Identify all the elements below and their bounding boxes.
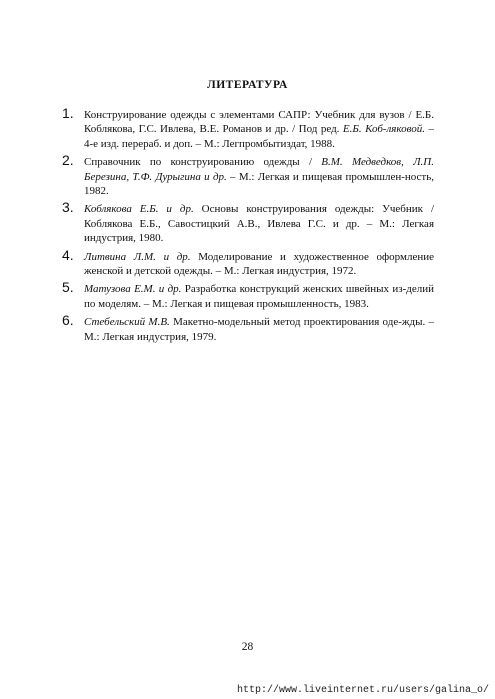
page-title: ЛИТЕРАТУРА — [207, 79, 288, 91]
reference-item — [62, 312, 434, 344]
reference-number: 5. — [62, 279, 74, 296]
reference-author: Матузова Е.М. и др. — [84, 283, 182, 296]
reference-text: Конструирование одежды с элементами САПР: Учебник для вузов / Е.Б. Коблякова, Г.С. Ивлева, В.Е. Романов и др. / Под ред. — [84, 109, 434, 136]
reference-number: 4. — [62, 246, 74, 263]
reference-author: В.М. Медведков, Л.П. Березина, Т.Ф. Дурыгина и др. — [84, 156, 434, 183]
reference-author: Е.Б. Коб-ляковой. — [342, 123, 426, 136]
reference-item — [62, 105, 434, 151]
reference-text: Моделирование и художественное оформление женской и детской одежды. – М.: Легкая индустрия, 1972. — [84, 250, 435, 278]
source-url: http://www.liveinternet.ru/users/galina_o/ — [236, 685, 489, 696]
reference-number: 2. — [62, 152, 74, 169]
reference-text: Макетно-модельный метод проектирования оде-жды. – М.: Легкая индустрия, 1979. — [84, 316, 434, 343]
reference-text: Разработка конструкций женских швейных из-делий по моделям. – М.: Легкая и пищевая промышленность, 1983. — [84, 283, 434, 310]
page-number: 28 — [241, 641, 254, 653]
reference-author: Коблякова Е.Б. и др. — [84, 203, 194, 216]
reference-text: Основы конструирования одежды: Учебник / Коблякова Е.Б., Савостицкий А.В., Ивлева Г.С. и др. – М.: Легкая индустрия, 1980. — [84, 203, 435, 245]
reference-item — [62, 246, 435, 279]
reference-item — [62, 279, 434, 311]
reference-text: – М.: Легкая и пищевая промышлен-ность, 1982. — [84, 170, 434, 198]
reference-author: Стебельский М.В. — [84, 316, 170, 329]
reference-item — [62, 152, 434, 198]
reference-number: 6. — [62, 312, 74, 329]
reference-number: 1. — [62, 105, 74, 121]
reference-author: Литвина Л.М. и др. — [84, 250, 191, 263]
reference-item — [62, 199, 435, 245]
reference-text: – 4-е изд. перераб. и доп. – М.: Легпромбытиздат, 1988. — [84, 123, 434, 150]
reference-list — [62, 105, 435, 348]
reference-number: 3. — [62, 199, 74, 216]
reference-text: Справочник по конструированию одежды / — [84, 156, 322, 169]
